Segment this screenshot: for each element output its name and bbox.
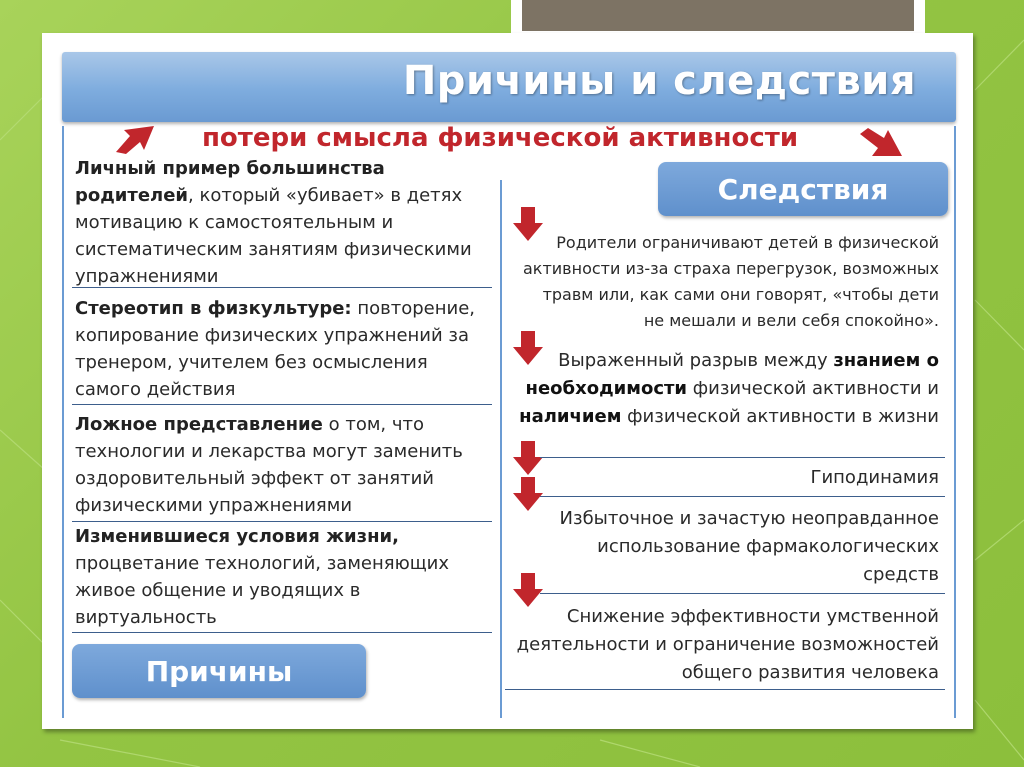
cause-bold: Стереотип в физкультуре: xyxy=(75,298,352,319)
effect-text: физической активности в жизни xyxy=(621,406,939,427)
down-arrow-icon xyxy=(513,441,543,475)
causes-label-text: Причины xyxy=(145,654,293,688)
effect-text: физической активности и xyxy=(687,378,939,399)
divider xyxy=(72,404,492,405)
subtitle: потери смысла физической активности xyxy=(201,123,799,153)
cause-bold: Личный пример большинства родителей xyxy=(75,158,385,206)
effects-label-text: Следствия xyxy=(717,172,889,206)
effect-item xyxy=(499,603,939,687)
left-border-line xyxy=(62,126,64,718)
effect-text: Избыточное и зачастую неоправданное использование фармакологических средств xyxy=(559,508,939,585)
cause-bold: Ложное представление xyxy=(75,414,323,435)
effects-label xyxy=(658,162,948,216)
cause-item xyxy=(75,295,495,403)
effect-item xyxy=(519,230,939,334)
effect-bold: наличием xyxy=(519,406,622,427)
effect-text: Родители ограничивают детей в физической активности из-за страха перегрузок, возможных травм или, как сами они говорят, «чтобы дети не мешали и вели себя спокойно». xyxy=(522,233,939,330)
divider xyxy=(540,496,945,497)
up-left-arrow-icon xyxy=(112,124,158,154)
effect-item xyxy=(509,347,939,431)
down-arrow-icon xyxy=(513,573,543,607)
effect-text: Снижение эффективности умственной деятельности и ограничение возможностей общего развития человека xyxy=(516,606,939,683)
cause-bold: Изменившиеся условия жизни, xyxy=(75,526,399,547)
divider xyxy=(72,632,492,633)
divider xyxy=(505,689,945,690)
cause-item xyxy=(75,411,495,519)
divider xyxy=(72,287,492,288)
divider xyxy=(540,457,945,458)
page-title: Причины и следствия xyxy=(402,58,916,104)
effect-text: Гиподинамия xyxy=(810,467,939,488)
cause-text: о том, что технологии и лекарства могут заменить оздоровительный эффект от занятий физическими упражнениями xyxy=(75,414,463,516)
effect-item xyxy=(639,465,939,490)
cause-text: процветание технологий, заменяющих живое общение и уводящих в виртуальность xyxy=(75,553,450,628)
causes-label xyxy=(72,644,366,698)
divider xyxy=(540,593,945,594)
title-banner xyxy=(62,52,956,122)
effect-item xyxy=(519,505,939,589)
down-right-arrow-icon xyxy=(858,126,904,160)
divider xyxy=(72,521,492,522)
right-border-line xyxy=(954,126,956,718)
cause-text: повторение, копирование физических упражнений за тренером, учителем без осмысления самого действия xyxy=(75,298,475,400)
cause-item xyxy=(75,523,495,631)
cause-item xyxy=(75,155,485,290)
cause-text: , который «убивает» в детях мотивацию к самостоятельным и систематическим занятиям физическими упражнениями xyxy=(75,185,472,287)
effect-text: Выраженный разрыв между xyxy=(558,350,834,371)
top-tab-bar xyxy=(522,0,914,31)
effect-bold: знанием о необходимости xyxy=(525,350,939,399)
